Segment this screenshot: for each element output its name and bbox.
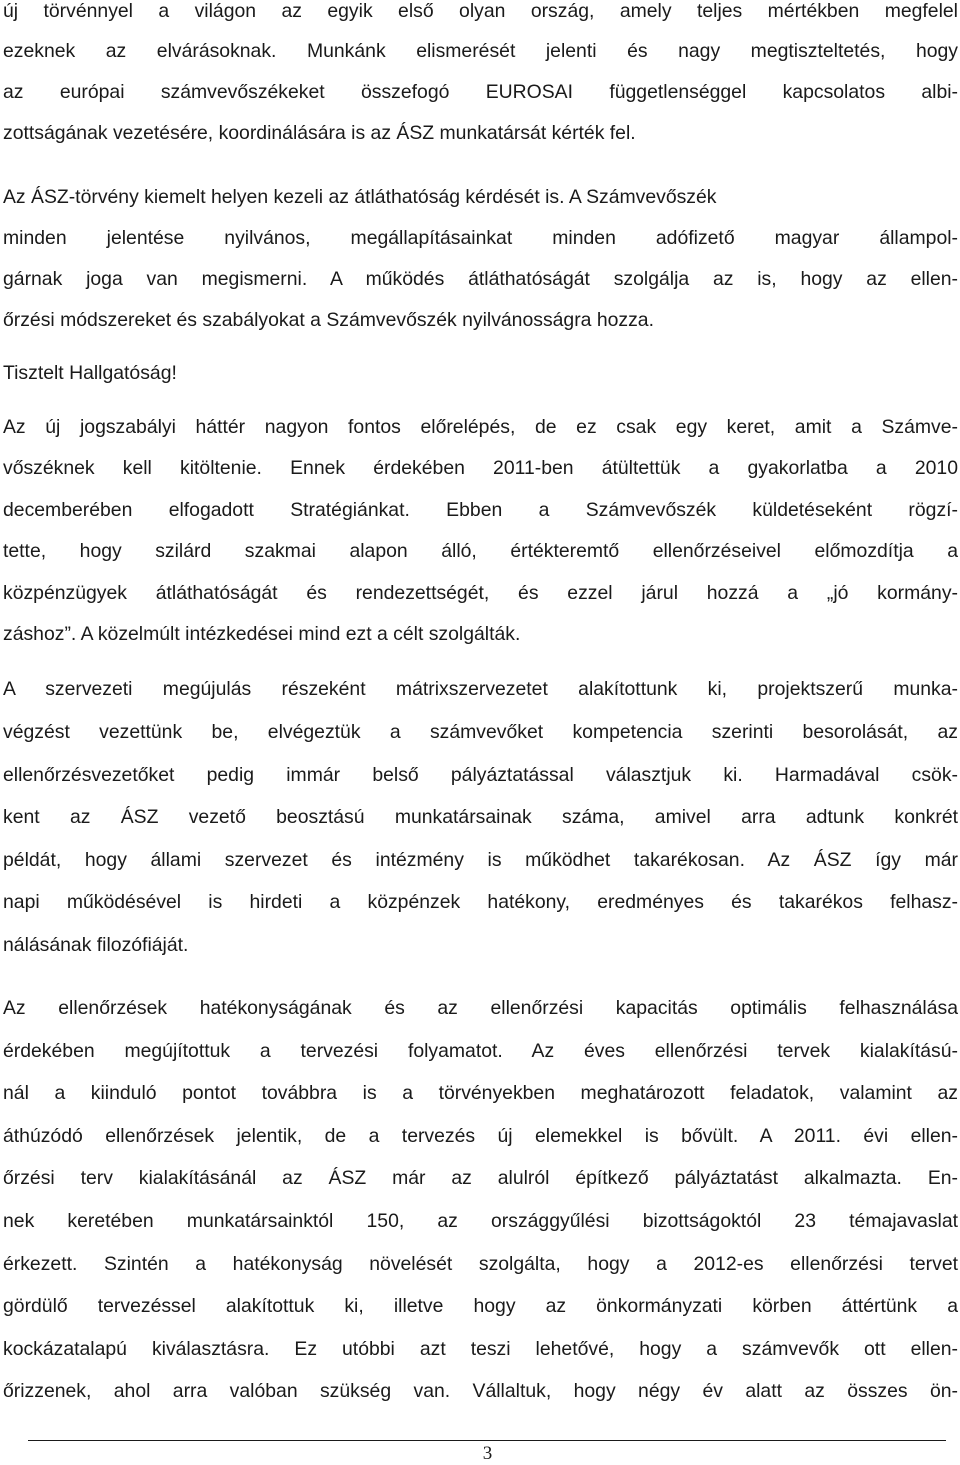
text-line: A szervezeti megújulás részeként mátrixszervezetet alakítottunk ki, projektszerű munka- [3, 678, 958, 700]
text-line: őrizzenek, ahol arra valóban szükség van. Vállaltuk, hogy négy év alatt az összes ön- [3, 1380, 958, 1402]
text-line: tette, hogy szilárd szakmai alapon álló, értékteremtő ellenőrzéseivel előmozdítja a [3, 540, 958, 562]
salutation: Tisztelt Hallgatóság! [3, 362, 177, 384]
text-line: végzést vezettünk be, elvégeztük a számvevőket kompetencia szerinti besorolását, az [3, 721, 958, 743]
text-line: új törvénnyel a világon az egyik első olyan ország, amely teljes mértékben megfelel [3, 0, 958, 22]
text-line: Az új jogszabályi háttér nagyon fontos előrelépés, de ez csak egy keret, amit a Számve- [3, 416, 958, 438]
text-line: zottságának vezetésére, koordinálására is az ÁSZ munkatársát kérték fel. [3, 122, 636, 144]
footer-divider [28, 1440, 946, 1441]
text-line: ellenőrzésvezetőket pedig immár belső pályáztatással választjuk ki. Harmadával csök- [3, 764, 958, 786]
text-line: áthúzódó ellenőrzések jelentik, de a tervezés új elemekkel is bővült. A 2011. évi ellen- [3, 1125, 958, 1147]
text-line: ezeknek az elvárásoknak. Munkánk elismerését jelenti és nagy megtiszteltetés, hogy [3, 40, 958, 62]
text-line: napi működésével is hirdeti a közpénzek hatékony, eredményes és takarékos felhasz- [3, 891, 958, 913]
text-line: nálásának filozófiáját. [3, 934, 189, 956]
text-line: minden jelentése nyilvános, megállapításainkat minden adófizető magyar állampol- [3, 227, 958, 249]
text-line: közpénzügyek átláthatóságát és rendezettségét, és ezzel járul hozzá a „jó kormány- [3, 582, 958, 604]
text-line: az európai számvevőszékeket összefogó EUROSAI függetlenséggel kapcsolatos albi- [3, 81, 958, 103]
text-line: Az ellenőrzések hatékonyságának és az ellenőrzési kapacitás optimális felhasználása [3, 997, 958, 1019]
text-line: őrzési módszereket és szabályokat a Számvevőszék nyilvánosságra hozza. [3, 309, 654, 331]
text-line: Az ÁSZ-törvény kiemelt helyen kezeli az átláthatóság kérdését is. A Számvevőszék [3, 186, 717, 208]
text-line: kent az ÁSZ vezető beosztású munkatársainak száma, amivel arra adtunk konkrét [3, 806, 958, 828]
page-number: 3 [482, 1443, 493, 1464]
text-line: példát, hogy állami szervezet és intézmény is működhet takarékosan. Az ÁSZ így már [3, 849, 958, 871]
text-line: gördülő tervezéssel alakítottuk ki, illetve hogy az önkormányzati körben áttértünk a [3, 1295, 958, 1317]
text-line: vőszéknek kell kitöltenie. Ennek érdekében 2011-ben átültettük a gyakorlatba a 2010 [3, 457, 958, 479]
text-line: érdekében megújítottuk a tervezési folyamatot. Az éves ellenőrzési tervek kialakítású- [3, 1040, 958, 1062]
text-line: záshoz”. A közelmúlt intézkedései mind ezt a célt szolgálták. [3, 623, 521, 645]
text-line: őrzési terv kialakításánál az ÁSZ már az alulról építkező pályáztatást alkalmazta. En- [3, 1167, 958, 1189]
text-line: nek keretében munkatársainktól 150, az országgyűlési bizottságoktól 23 témajavaslat [3, 1210, 958, 1232]
text-line: kockázatalapú kiválasztásra. Ez utóbbi azt teszi lehetővé, hogy a számvevők ott ellen- [3, 1338, 958, 1360]
text-line: gárnak joga van megismerni. A működés átláthatóságát szolgálja az is, hogy az ellen- [3, 268, 958, 290]
text-line: decemberében elfogadott Stratégiánkat. Ebben a Számvevőszék küldetéseként rögzí- [3, 499, 958, 521]
text-line: nál a kiinduló pontot továbbra is a törvényekben meghatározott feladatok, valamint az [3, 1082, 958, 1104]
text-line: érkezett. Szintén a hatékonyság növelését szolgálta, hogy a 2012-es ellenőrzési tervet [3, 1253, 958, 1275]
